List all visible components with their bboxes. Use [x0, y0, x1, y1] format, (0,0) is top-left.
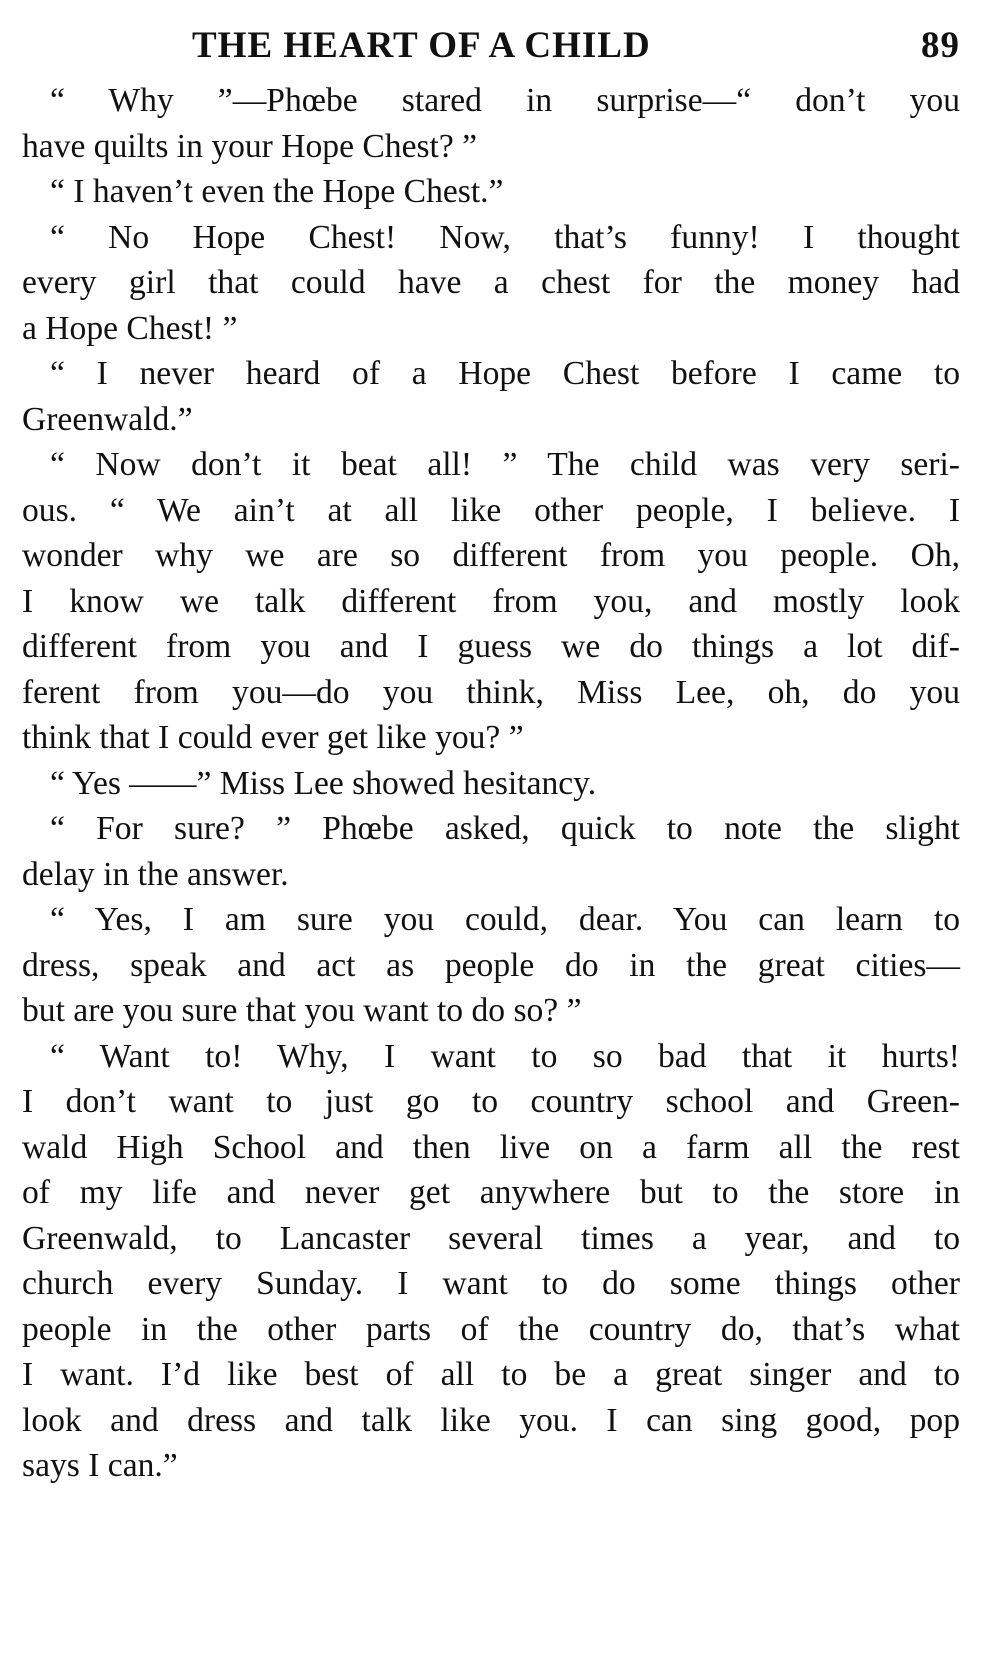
text-line: look and dress and talk like you. I can sing good, pop [22, 1401, 960, 1439]
text-line: “ For sure? ” Phœbe asked, quick to note the slight [50, 810, 960, 847]
text-line: “ Now don’t it beat all! ” The child was very seri- [50, 446, 960, 483]
paragraph [22, 78, 960, 169]
paragraph [22, 897, 960, 1034]
text-line: Greenwald.” [22, 400, 193, 438]
paragraph [22, 806, 960, 897]
text-line: ous. “ We ain’t at all like other people, I believe. I [22, 491, 960, 529]
paragraph [22, 169, 960, 215]
text-line: ferent from you—do you think, Miss Lee, oh, do you [22, 673, 960, 711]
text-line: dress, speak and act as people do in the great cities— [22, 946, 960, 984]
text-line: I want. I’d like best of all to be a great singer and to [22, 1356, 960, 1393]
text-line: church every Sunday. I want to do some things other [22, 1265, 960, 1302]
text-line: “ Yes, I am sure you could, dear. You can learn to [50, 901, 960, 938]
text-line: think that I could ever get like you? ” [22, 719, 524, 756]
text-line: wald High School and then live on a farm all the rest [22, 1128, 960, 1166]
text-line: but are you sure that you want to do so? ” [22, 992, 582, 1029]
text-line: “ Yes ——” Miss Lee showed hesitancy. [50, 764, 597, 802]
text-line: have quilts in your Hope Chest? ” [22, 127, 478, 165]
book-page [22, 14, 960, 1489]
page-number: 89 [921, 25, 960, 66]
running-title: THE HEART OF A CHILD [192, 25, 651, 66]
text-line: different from you and I guess we do things a lot dif- [22, 628, 960, 665]
paragraph [22, 442, 960, 761]
running-head [22, 14, 960, 78]
text-line: a Hope Chest! ” [22, 309, 238, 347]
text-line: delay in the answer. [22, 855, 289, 893]
text-line: wonder why we are so different from you people. Oh, [22, 537, 960, 574]
text-line: “ No Hope Chest! Now, that’s funny! I thought [50, 218, 960, 256]
paragraph [22, 761, 960, 807]
text-line: “ Want to! Why, I want to so bad that it hurts! [50, 1037, 960, 1075]
paragraph [22, 1034, 960, 1489]
text-line: I know we talk different from you, and mostly look [22, 582, 960, 620]
text-line: Greenwald, to Lancaster several times a year, and to [22, 1219, 960, 1257]
paragraph [22, 215, 960, 352]
text-line: “ I haven’t even the Hope Chest.” [50, 173, 504, 210]
text-line: of my life and never get anywhere but to the store in [22, 1174, 960, 1211]
paragraph [22, 351, 960, 442]
text-line: people in the other parts of the country do, that’s what [22, 1310, 960, 1348]
text-line: “ I never heard of a Hope Chest before I came to [50, 355, 960, 392]
text-line: every girl that could have a chest for the money had [22, 264, 960, 301]
text-line: says I can.” [22, 1447, 178, 1484]
text-line: I don’t want to just go to country school and Green- [22, 1083, 960, 1120]
text-line: “ Why ”—Phœbe stared in surprise—“ don’t you [50, 82, 960, 119]
